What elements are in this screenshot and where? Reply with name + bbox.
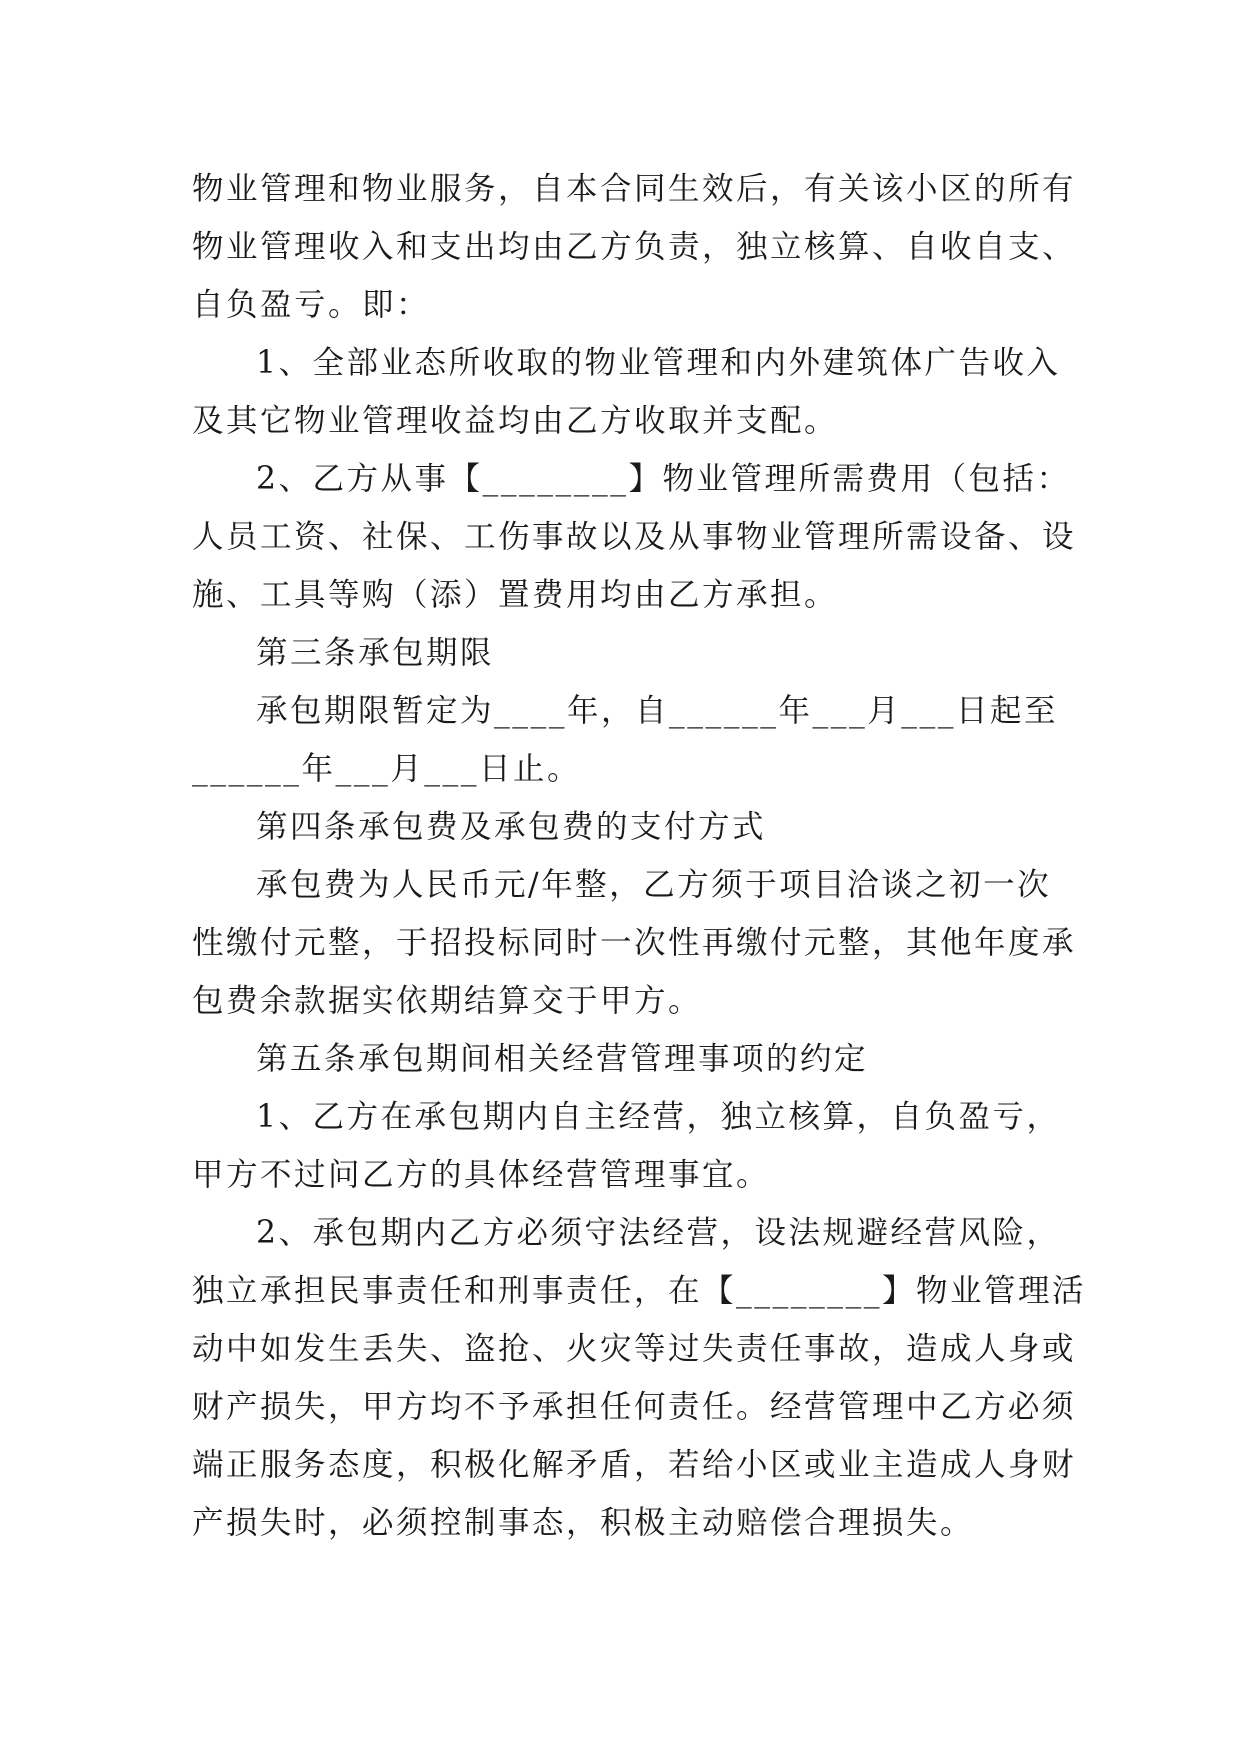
document-body <box>192 160 1087 1552</box>
text-line: 物业管理和物业服务，自本合同生效后，有关该小区的所有 <box>192 171 1077 207</box>
text-line: 性缴付元整，于招投标同时一次性再缴付元整，其他年度承 <box>192 925 1077 961</box>
text-line: 承包费为人民币元/年整，乙方须于项目洽谈之初一次 <box>256 867 1052 903</box>
text-line: 产损失时，必须控制事态，积极主动赔偿合理损失。 <box>192 1505 975 1541</box>
text-line: 独立承担民事责任和刑事责任，在【________】物业管理活 <box>192 1273 1087 1309</box>
section-heading: 第四条承包费及承包费的支付方式 <box>256 809 767 845</box>
text-line: 1、全部业态所收取的物业管理和内外建筑体广告收入 <box>256 345 1061 381</box>
text-line: 及其它物业管理收益均由乙方收取并支配。 <box>192 403 839 439</box>
text-line: 包费余款据实依期结算交于甲方。 <box>192 983 703 1019</box>
text-line: 人员工资、社保、工伤事故以及从事物业管理所需设备、设 <box>192 519 1077 555</box>
text-line: 端正服务态度，积极化解矛盾，若给小区或业主造成人身财 <box>192 1447 1077 1483</box>
text-line: 物业管理收入和支出均由乙方负责，独立核算、自收自支、 <box>192 229 1077 265</box>
text-line: 2、乙方从事【________】物业管理所需费用（包括： <box>256 461 1071 497</box>
text-line: 甲方不过问乙方的具体经营管理事宜。 <box>192 1157 771 1193</box>
text-line: 动中如发生丢失、盗抢、火灾等过失责任事故，造成人身或 <box>192 1331 1077 1367</box>
text-line: 承包期限暂定为____年，自______年___月___日起至 <box>256 693 1059 729</box>
section-heading: 第五条承包期间相关经营管理事项的约定 <box>256 1041 869 1077</box>
text-line: ______年___月___日止。 <box>192 751 582 787</box>
section-heading: 第三条承包期限 <box>256 635 495 671</box>
text-line: 财产损失，甲方均不予承担任何责任。经营管理中乙方必须 <box>192 1389 1077 1425</box>
text-line: 施、工具等购（添）置费用均由乙方承担。 <box>192 577 839 613</box>
text-line: 自负盈亏。即： <box>192 287 431 323</box>
text-line: 2、承包期内乙方必须守法经营，设法规避经营风险， <box>256 1215 1061 1251</box>
text-line: 1、乙方在承包期内自主经营，独立核算，自负盈亏， <box>256 1099 1061 1135</box>
